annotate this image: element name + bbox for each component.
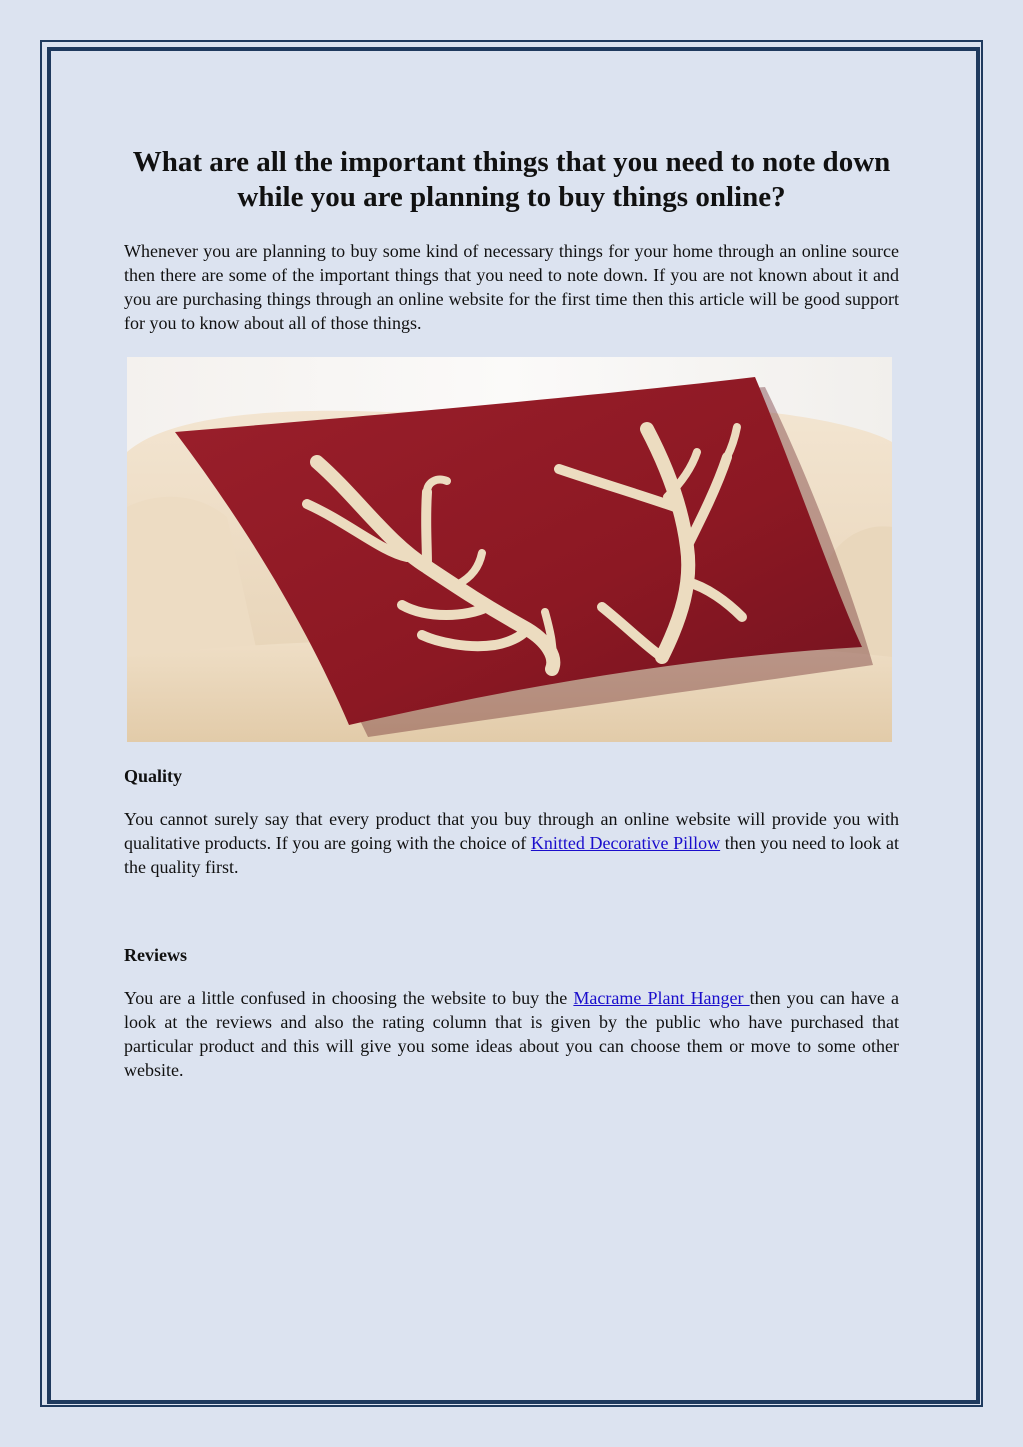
pillow-photo [127,357,892,742]
intro-paragraph: Whenever you are planning to buy some kind of necessary things for your home through an online source then there are some of the important things that you need to note down. If you are not known about it and you are purchasing things through an online website for the first time then this article will be good support for you to know about all of those things. [124,241,899,333]
article [124,145,899,1082]
quality-text-after: then you need to look at the quality first. [124,833,899,877]
quality-heading: Quality [124,766,183,786]
reviews-text-after: then you can have a look at the reviews and also the rating column that is given by the public who have purchased that particular product and this will give you some ideas about you can choose them or move to some other website. [124,988,900,1080]
quality-paragraph [124,807,899,879]
macrame-plant-hanger-link[interactable]: Macrame Plant Hanger [573,988,750,1008]
knitted-decorative-pillow-link[interactable]: Knitted Decorative Pillow [530,833,721,853]
reviews-paragraph [124,986,899,1082]
article-title: What are all the important things that you need to note down while you are planning to buy things online? [132,146,891,213]
reviews-heading: Reviews [124,945,187,965]
reviews-text-before: You are a little confused in choosing the website to buy the [124,988,574,1008]
quality-text-before: You cannot surely say that every product that you buy through an online website will provide you with qualitative products. If you are going with the choice of [124,809,899,853]
